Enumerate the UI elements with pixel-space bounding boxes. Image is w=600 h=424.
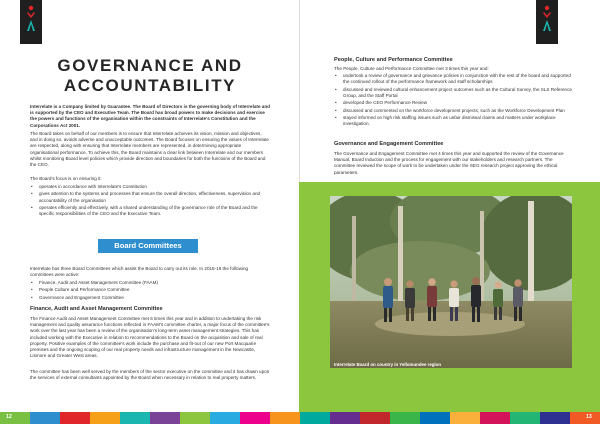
interrelate-logo-icon	[541, 5, 553, 33]
photo-caption: Interrelate Board on country in Yellomundee region	[334, 362, 442, 367]
focus-list	[30, 184, 270, 219]
board-photo	[330, 196, 572, 368]
logo-tab	[536, 0, 558, 44]
stripe-segment	[360, 412, 390, 424]
list-item: • undertook a review of governance and grievance policies in conjunction with the rest of the board and supported the continued rollout of the performance framework and staff scholarships	[334, 73, 574, 85]
stripe-segment	[420, 412, 450, 424]
stripe-segment	[30, 412, 60, 424]
stripe-segment	[510, 412, 540, 424]
stripe-segment	[240, 412, 270, 424]
stripe-segment	[180, 412, 210, 424]
pcp-list	[334, 73, 574, 129]
committees-intro: Interrelate has three Board Committees which assist the Board to carry out its role. In 2015-16 the following committees were active:	[30, 266, 249, 278]
list-item: • stayed informed on high risk staffing issues such as unfair dismissal claims and matters under workplace investigation.	[334, 115, 574, 127]
faam-paragraph-2: The committee has been well served by the members of the sector executive on the committee and it has drawn upon the services of external consultants appointed by the Board when necessary in relation to real property matters.	[30, 369, 270, 381]
ge-heading: Governance and Engagement Committee	[334, 141, 444, 147]
stripe-segment	[330, 412, 360, 424]
list-item: • developed the CEO Performance Review	[334, 100, 574, 106]
pcp-heading: People, Culture and Performance Committee	[334, 57, 453, 63]
stripe-segment	[390, 412, 420, 424]
committees-list	[30, 280, 270, 302]
list-item: • gives attention to the systems and processes that ensure the overall direction, effectiveness, supervision and accountability of the organisation	[30, 191, 270, 203]
ge-paragraph: The Governance and Engagement Committee met 4 times this year and supported the review of the Governance Manual, Board Induction and the process for engagement with our stakeholders and research partners. The committee reviewed the scope of work to be undertaken under the SEG research project approving the ethical parameters.	[334, 151, 564, 175]
page-number-left: 12	[6, 414, 12, 420]
stripe-segment	[0, 412, 30, 424]
list-item: • discussed and reviewed cultural enhancement project outcomes such as the Cultural Survey, the SLS Reference Group, and the Staff Portal	[334, 87, 574, 99]
logo-tab	[20, 0, 42, 44]
stripe-segment	[90, 412, 120, 424]
list-item: • Finance, Audit and Asset Management Committee (FAAM)	[30, 280, 270, 286]
faam-paragraph-1: The Finance Audit and Asset Management Committee met 6 times this year and in addition to undertaking the risk management and quality assurance functions reflected in FAAM's committee charter, a major focus of the committee's work over the last year has been a review of the organisation's long-term asset management strategies. This has included working with the Executive in relation to recommendations to the Board on the acquisition and sale of real property. Positive examples of the committee's work include the purchase and fit-out of our new Port Macquarie premises and the ongoing scoping of our real property needs and infrastructure management in the Newcastle, Lismore and Greater West areas.	[30, 316, 270, 359]
stripe-segment	[300, 412, 330, 424]
board-committees-banner: Board Committees	[98, 239, 198, 253]
bushland-photo-illustration	[330, 196, 572, 368]
intro-paragraph-1: Interrelate is a Company limited by Guarantee. The Board of Directors is the governing body of Interrelate and is supported by the CEO and Executive Team. The Board has broad powers to make decisions and exercise the powers and functions of the organisation within the constraints of Interrelate's Constitution and the Corporations Act 2001.	[30, 104, 270, 128]
list-item: • operates in accordance with Interrelate's Constitution	[30, 184, 270, 190]
stripe-segment	[60, 412, 90, 424]
page-title: GOVERNANCE AND ACCOUNTABILITY	[57, 56, 243, 95]
stripe-segment	[480, 412, 510, 424]
list-item: • discussed and commented on the workforce development projects, such as the Workforce Development Plan	[334, 108, 574, 114]
focus-intro: The Board's focus is on ensuring it:	[30, 176, 102, 181]
stripe-segment	[210, 412, 240, 424]
stripe-segment	[150, 412, 180, 424]
pcp-intro: The People, Culture and Performance Committee met 3 times this year and:	[334, 66, 489, 71]
stripe-segment	[270, 412, 300, 424]
stripe-segment	[570, 412, 600, 424]
interrelate-logo-icon	[25, 5, 37, 33]
list-item: • People Culture and Performance Committee	[30, 287, 270, 293]
intro-paragraph-2: The Board takes on behalf of our members is to ensure that Interrelate achieves its vision, mission and objectives, and in doing so, avoids adverse and unacceptable outcomes. The Board focuses on ensuring the values of Interrelate are respected, along with ensuring that Interrelate members are represented, in determining appropriate organisational performance. To achieve this, the Board maintains a clear link between Interrelate and our members whilst monitoring Board level policies which provide direction and boundaries for both the functions of the Board and the CEO.	[30, 131, 269, 168]
footer-color-stripe	[0, 412, 600, 424]
page-number-right: 13	[586, 414, 592, 420]
stripe-segment	[120, 412, 150, 424]
stripe-segment	[450, 412, 480, 424]
list-item: • operates efficiently and effectively, with a shared understanding of the governance role of the Board and the specific responsibilities of the CEO and the Executive Team.	[30, 205, 270, 217]
faam-heading: Finance, Audit and Asset Management Committee	[30, 306, 163, 312]
stripe-segment	[540, 412, 570, 424]
list-item: • Governance and Engagement Committee	[30, 295, 270, 301]
